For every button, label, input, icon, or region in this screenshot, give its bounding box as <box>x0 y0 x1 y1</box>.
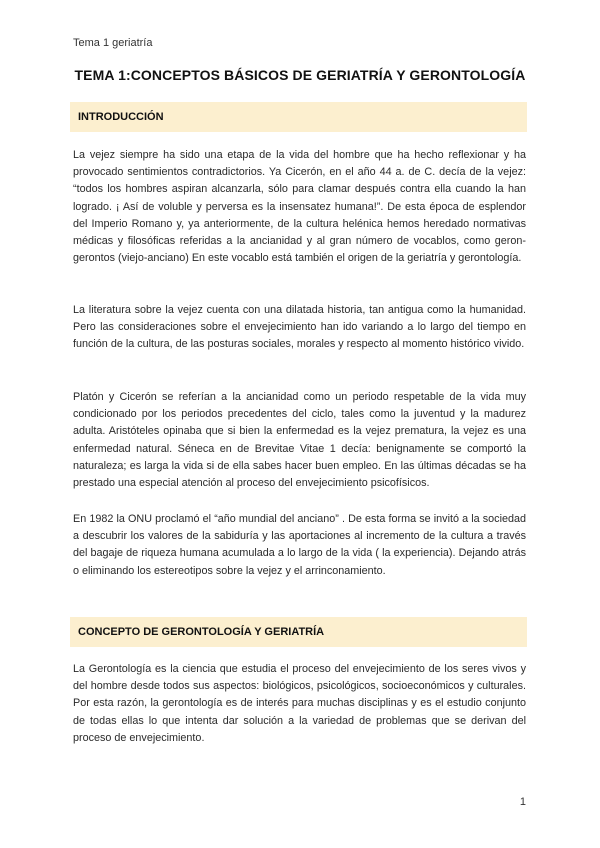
paragraph-intro-3: Platón y Cicerón se referían a la ancianidad como un periodo respetable de la vida muy condicionado por los periodos precedentes del ciclo, tales como la juventud y la madurez adulta. Aristóteles opinaba que si bien la enfermedad es la vejez prematura, la vejez es una enfermedad natural. Séneca en de Brevitae Vitae 1 decía: benignamente se comportó la naturaleza; es larga la vida si de ella sabes hacer buen empleo. En las últimas décadas se ha prestado una especial atención al proceso del envejecimiento psicofísicos. <box>73 391 526 490</box>
section-heading-introduccion: INTRODUCCIÓN <box>70 102 527 132</box>
paragraph-intro-4: En 1982 la ONU proclamó el “año mundial del anciano” . De esta forma se invitó a la sociedad a descubrir los valores de la sabiduría y las aportaciones al incremento de la cultura a través del bagaje de riqueza humana acumulada a lo largo de la vida ( la experiencia). Dejando atrás o eliminando los estereotipos sobre la vejez y el arrinconamiento. <box>73 513 526 577</box>
paragraph-concepto-1: La Gerontología es la ciencia que estudia el proceso del envejecimiento de los seres vivos y del hombre desde todos sus aspectos: biológicos, psicológicos, socioeconómicos y culturales. Por esta razón, la gerontología es de interés para muchas disciplinas y es el estudio conjunto de todas ellas lo que intenta dar solución a la variedad de problemas que se derivan del proceso de envejecimiento. <box>73 663 526 744</box>
section-heading-concepto: CONCEPTO DE GERONTOLOGÍA Y GERIATRÍA <box>70 617 527 647</box>
running-header: Tema 1 geriatría <box>73 37 153 49</box>
document-title: TEMA 1:CONCEPTOS BÁSICOS DE GERIATRÍA Y GERONTOLOGÍA <box>74 67 526 83</box>
paragraph-intro-2: La literatura sobre la vejez cuenta con una dilatada historia, tan antigua como la humanidad. Pero las consideraciones sobre el envejecimiento han ido variando a lo largo del tiempo en función de la cultura, de las posturas sociales, morales y respecto al momento histórico vivido. <box>73 304 526 351</box>
page-number: 1 <box>519 796 526 808</box>
paragraph-intro-1: La vejez siempre ha sido una etapa de la vida del hombre que ha hecho reflexionar y ha provocado sentimientos contradictorios. Ya Cicerón, en el año 44 a. de C. decía de la vejez: “todos los hombres aspiran alcanzarla, sólo para clamar después contra ella cuando la han logrado. ¡ Así de voluble y perversa es la insensatez humana!”. De esta época de esplendor del Imperio Romano y, ya anteriormente, de la cultura helénica hemos heredado normativas médicas y filosóficas referidas a la ancianidad y al gran número de vocablos, como geron-gerontos (viejo-anciano) En este vocablo está también el origen de la geriatría y gerontología. <box>73 149 526 265</box>
